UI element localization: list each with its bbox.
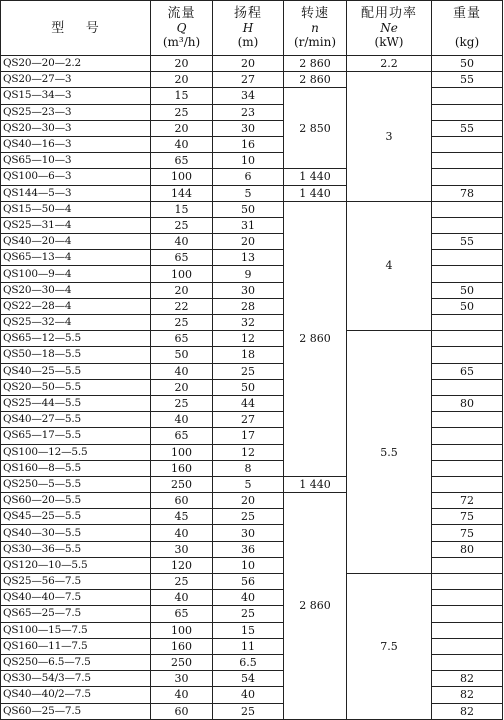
header-power: 配用功率 Ne (kW)	[347, 1, 432, 56]
model-cell: QS40—16—3	[1, 136, 151, 152]
model-cell: QS60—20—5.5	[1, 493, 151, 509]
model-cell: QS120—10—5.5	[1, 557, 151, 573]
flow-cell: 65	[151, 331, 213, 347]
flow-cell: 25	[151, 315, 213, 331]
weight-cell	[432, 347, 503, 363]
head-cell: 30	[213, 525, 284, 541]
weight-cell: 55	[432, 72, 503, 88]
model-cell: QS15—50—4	[1, 201, 151, 217]
weight-cell: 55	[432, 234, 503, 250]
head-cell: 44	[213, 395, 284, 411]
weight-cell: 78	[432, 185, 503, 201]
weight-cell	[432, 88, 503, 104]
model-cell: QS25—44—5.5	[1, 395, 151, 411]
head-cell: 30	[213, 120, 284, 136]
weight-cell	[432, 201, 503, 217]
flow-cell: 30	[151, 671, 213, 687]
model-cell: QS250—5—5.5	[1, 476, 151, 492]
weight-cell	[432, 217, 503, 233]
weight-cell	[432, 590, 503, 606]
model-cell: QS100—12—5.5	[1, 444, 151, 460]
head-cell: 32	[213, 315, 284, 331]
header-head: 扬程 H (m)	[213, 1, 284, 56]
weight-cell	[432, 315, 503, 331]
model-cell: QS25—56—7.5	[1, 574, 151, 590]
model-cell: QS160—11—7.5	[1, 638, 151, 654]
model-cell: QS65—17—5.5	[1, 428, 151, 444]
head-cell: 25	[213, 509, 284, 525]
model-cell: QS40—40—7.5	[1, 590, 151, 606]
header-speed: 转速 n (r/min)	[284, 1, 347, 56]
flow-cell: 40	[151, 590, 213, 606]
flow-cell: 20	[151, 282, 213, 298]
flow-cell: 50	[151, 347, 213, 363]
head-cell: 28	[213, 298, 284, 314]
weight-cell: 82	[432, 687, 503, 703]
model-cell: QS22—28—4	[1, 298, 151, 314]
head-cell: 30	[213, 282, 284, 298]
weight-cell	[432, 331, 503, 347]
head-cell: 40	[213, 590, 284, 606]
speed-cell: 2 860	[284, 72, 347, 88]
flow-cell: 40	[151, 525, 213, 541]
weight-cell	[432, 428, 503, 444]
flow-cell: 60	[151, 493, 213, 509]
model-cell: QS20—27—3	[1, 72, 151, 88]
head-cell: 9	[213, 266, 284, 282]
weight-cell: 50	[432, 282, 503, 298]
head-cell: 27	[213, 412, 284, 428]
table-row	[1, 331, 503, 347]
head-cell: 12	[213, 444, 284, 460]
head-cell: 15	[213, 622, 284, 638]
head-cell: 31	[213, 217, 284, 233]
head-cell: 36	[213, 541, 284, 557]
speed-cell: 1 440	[284, 476, 347, 492]
head-cell: 5	[213, 185, 284, 201]
flow-cell: 100	[151, 622, 213, 638]
weight-cell	[432, 379, 503, 395]
head-cell: 13	[213, 250, 284, 266]
head-cell: 20	[213, 234, 284, 250]
weight-cell	[432, 153, 503, 169]
flow-cell: 160	[151, 638, 213, 654]
flow-cell: 65	[151, 606, 213, 622]
flow-cell: 60	[151, 703, 213, 719]
weight-cell	[432, 638, 503, 654]
head-cell: 56	[213, 574, 284, 590]
table-row	[1, 201, 503, 217]
weight-cell	[432, 476, 503, 492]
speed-cell: 1 440	[284, 169, 347, 185]
model-cell: QS40—30—5.5	[1, 525, 151, 541]
model-cell: QS20—50—5.5	[1, 379, 151, 395]
head-cell: 17	[213, 428, 284, 444]
flow-cell: 40	[151, 136, 213, 152]
weight-cell	[432, 622, 503, 638]
weight-cell	[432, 136, 503, 152]
flow-cell: 100	[151, 169, 213, 185]
model-cell: QS160—8—5.5	[1, 460, 151, 476]
flow-cell: 45	[151, 509, 213, 525]
head-cell: 8	[213, 460, 284, 476]
model-cell: QS15—34—3	[1, 88, 151, 104]
flow-cell: 20	[151, 72, 213, 88]
table-row	[1, 574, 503, 590]
head-cell: 10	[213, 557, 284, 573]
flow-cell: 25	[151, 574, 213, 590]
weight-cell: 50	[432, 56, 503, 72]
model-cell: QS45—25—5.5	[1, 509, 151, 525]
model-cell: QS25—31—4	[1, 217, 151, 233]
weight-cell	[432, 557, 503, 573]
model-cell: QS65—10—3	[1, 153, 151, 169]
speed-cell: 2 860	[284, 56, 347, 72]
model-cell: QS144—5—3	[1, 185, 151, 201]
weight-cell	[432, 412, 503, 428]
head-cell: 25	[213, 606, 284, 622]
flow-cell: 40	[151, 234, 213, 250]
model-cell: QS20—20—2.2	[1, 56, 151, 72]
model-cell: QS65—13—4	[1, 250, 151, 266]
weight-cell: 65	[432, 363, 503, 379]
model-cell: QS25—23—3	[1, 104, 151, 120]
flow-cell: 25	[151, 217, 213, 233]
table-row	[1, 72, 503, 88]
head-cell: 11	[213, 638, 284, 654]
model-cell: QS40—25—5.5	[1, 363, 151, 379]
model-cell: QS25—32—4	[1, 315, 151, 331]
model-cell: QS60—25—7.5	[1, 703, 151, 719]
head-cell: 25	[213, 363, 284, 379]
weight-cell: 50	[432, 298, 503, 314]
model-cell: QS40—20—4	[1, 234, 151, 250]
head-cell: 6.5	[213, 654, 284, 670]
model-cell: QS65—12—5.5	[1, 331, 151, 347]
weight-cell	[432, 266, 503, 282]
table-row	[1, 56, 503, 72]
header-weight: 重量 (kg)	[432, 1, 503, 56]
header-model: 型 号	[1, 1, 151, 56]
flow-cell: 22	[151, 298, 213, 314]
weight-cell	[432, 169, 503, 185]
model-cell: QS100—6—3	[1, 169, 151, 185]
header-flow: 流量 Q (m³/h)	[151, 1, 213, 56]
flow-cell: 30	[151, 541, 213, 557]
model-cell: QS40—40/2—7.5	[1, 687, 151, 703]
flow-cell: 250	[151, 654, 213, 670]
weight-cell	[432, 654, 503, 670]
model-cell: QS20—30—3	[1, 120, 151, 136]
flow-cell: 20	[151, 379, 213, 395]
flow-cell: 20	[151, 56, 213, 72]
head-cell: 12	[213, 331, 284, 347]
weight-cell: 80	[432, 395, 503, 411]
power-cell: 3	[347, 72, 432, 202]
speed-cell: 2 860	[284, 201, 347, 476]
head-cell: 18	[213, 347, 284, 363]
head-cell: 50	[213, 201, 284, 217]
head-cell: 16	[213, 136, 284, 152]
model-cell: QS20—30—4	[1, 282, 151, 298]
flow-cell: 100	[151, 266, 213, 282]
weight-cell: 72	[432, 493, 503, 509]
flow-cell: 40	[151, 412, 213, 428]
flow-cell: 65	[151, 428, 213, 444]
table-header	[1, 1, 503, 56]
model-cell: QS100—9—4	[1, 266, 151, 282]
table-body	[1, 56, 503, 720]
head-cell: 5	[213, 476, 284, 492]
power-cell: 7.5	[347, 574, 432, 720]
head-cell: 23	[213, 104, 284, 120]
head-cell: 25	[213, 703, 284, 719]
flow-cell: 160	[151, 460, 213, 476]
flow-cell: 20	[151, 120, 213, 136]
flow-cell: 15	[151, 201, 213, 217]
head-cell: 54	[213, 671, 284, 687]
flow-cell: 100	[151, 444, 213, 460]
model-cell: QS100—15—7.5	[1, 622, 151, 638]
model-cell: QS50—18—5.5	[1, 347, 151, 363]
weight-cell: 55	[432, 120, 503, 136]
speed-cell: 1 440	[284, 185, 347, 201]
weight-cell	[432, 444, 503, 460]
head-cell: 20	[213, 56, 284, 72]
flow-cell: 25	[151, 104, 213, 120]
weight-cell: 75	[432, 509, 503, 525]
head-cell: 10	[213, 153, 284, 169]
flow-cell: 250	[151, 476, 213, 492]
model-cell: QS65—25—7.5	[1, 606, 151, 622]
model-cell: QS250—6.5—7.5	[1, 654, 151, 670]
head-cell: 50	[213, 379, 284, 395]
power-cell: 5.5	[347, 331, 432, 574]
flow-cell: 40	[151, 363, 213, 379]
weight-cell	[432, 460, 503, 476]
power-cell: 4	[347, 201, 432, 331]
weight-cell: 82	[432, 671, 503, 687]
head-cell: 27	[213, 72, 284, 88]
flow-cell: 65	[151, 153, 213, 169]
flow-cell: 40	[151, 687, 213, 703]
flow-cell: 25	[151, 395, 213, 411]
flow-cell: 65	[151, 250, 213, 266]
flow-cell: 120	[151, 557, 213, 573]
weight-cell: 75	[432, 525, 503, 541]
weight-cell	[432, 104, 503, 120]
model-cell: QS30—54/3—7.5	[1, 671, 151, 687]
weight-cell	[432, 574, 503, 590]
speed-cell: 2 860	[284, 493, 347, 720]
head-cell: 20	[213, 493, 284, 509]
model-cell: QS40—27—5.5	[1, 412, 151, 428]
weight-cell	[432, 606, 503, 622]
speed-cell: 2 850	[284, 88, 347, 169]
flow-cell: 144	[151, 185, 213, 201]
weight-cell	[432, 250, 503, 266]
weight-cell: 82	[432, 703, 503, 719]
model-cell: QS30—36—5.5	[1, 541, 151, 557]
weight-cell: 80	[432, 541, 503, 557]
head-cell: 6	[213, 169, 284, 185]
head-cell: 40	[213, 687, 284, 703]
flow-cell: 15	[151, 88, 213, 104]
power-cell: 2.2	[347, 56, 432, 72]
head-cell: 34	[213, 88, 284, 104]
